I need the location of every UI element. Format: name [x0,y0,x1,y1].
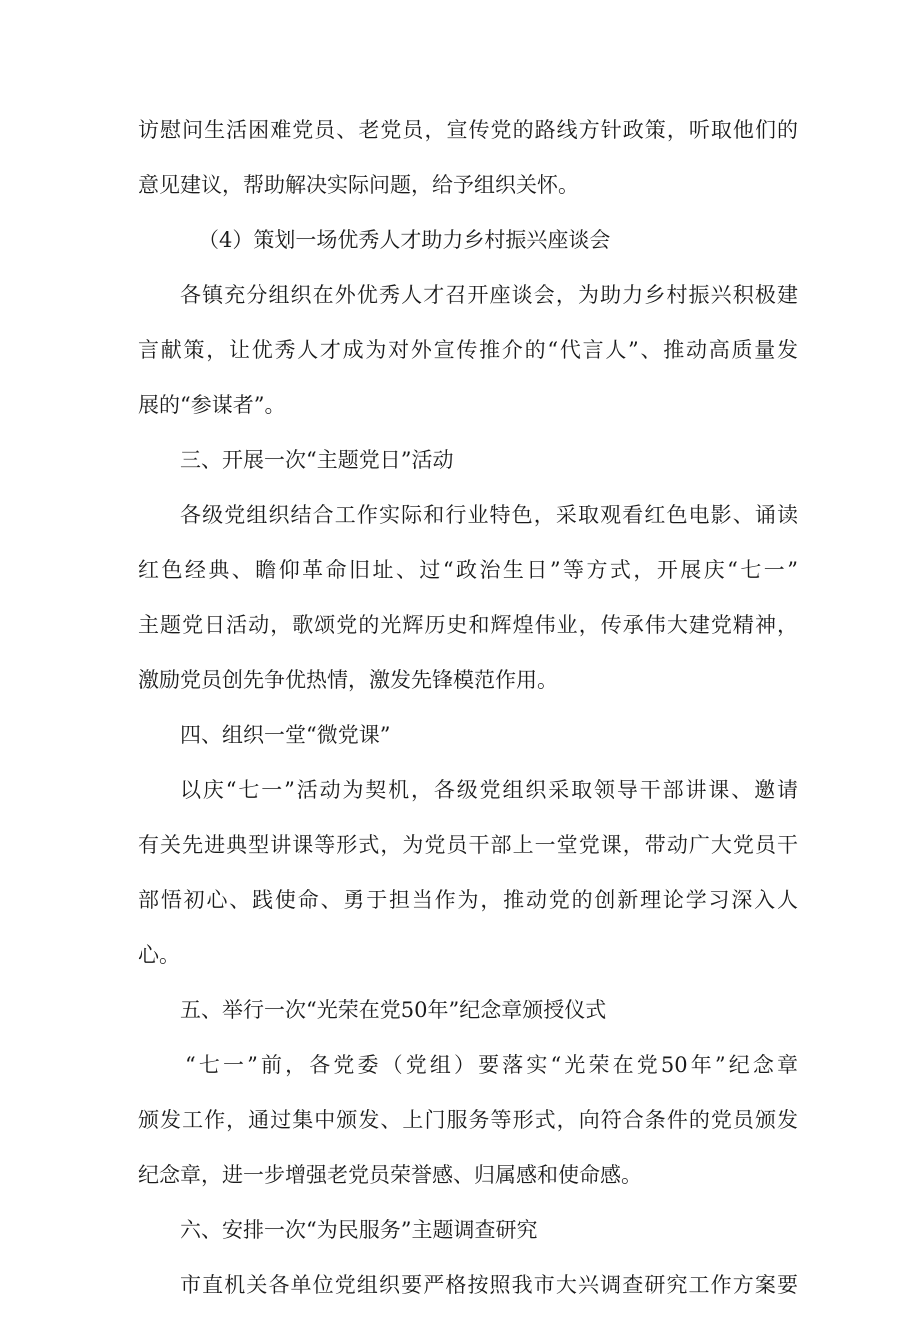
paragraph-line: 激励党员创先争优热情，激发先锋模范作用。 [138,668,558,692]
paragraph-line: 访慰问生活困难党员、老党员，宣传党的路线方针政策，听取他们的 [138,118,798,142]
paragraph-line: 意见建议，帮助解决实际问题，给予组织关怀。 [138,173,579,197]
paragraph-line: 心。 [138,943,180,967]
section-heading: 四、组织一堂“微党课” [180,723,391,747]
paragraph-line: 言献策，让优秀人才成为对外宣传推介的“代言人”、推动高质量发 [138,338,798,362]
subsection-heading: （4）策划一场优秀人才助力乡村振兴座谈会 [198,228,611,252]
section-heading: 三、开展一次“主题党日”活动 [180,448,454,472]
paragraph-line: 有关先进典型讲课等形式，为党员干部上一堂党课，带动广大党员干 [138,833,798,857]
paragraph-line: 各级党组织结合工作实际和行业特色，采取观看红色电影、诵读 [180,503,798,527]
paragraph-line: 展的“参谋者”。 [138,393,286,417]
paragraph-line: 各镇充分组织在外优秀人才召开座谈会，为助力乡村振兴积极建 [180,283,798,307]
section-heading: 五、举行一次“光荣在党50年”纪念章颁授仪式 [180,998,607,1022]
paragraph-line: “七一”前，各党委（党组）要落实“光荣在党50年”纪念章 [185,1053,798,1077]
paragraph-line: 纪念章，进一步增强老党员荣誉感、归属感和使命感。 [138,1163,642,1187]
document-page [138,113,798,1323]
paragraph-line: 红色经典、瞻仰革命旧址、过“政治生日”等方式，开展庆“七一” [138,558,798,582]
paragraph-line: 主题党日活动，歌颂党的光辉历史和辉煌伟业，传承伟大建党精神， [138,613,798,637]
paragraph-line: 市直机关各单位党组织要严格按照我市大兴调查研究工作方案要 [180,1273,798,1297]
paragraph-line: 以庆“七一”活动为契机，各级党组织采取领导干部讲课、邀请 [180,778,798,802]
paragraph-line: 颁发工作，通过集中颁发、上门服务等形式，向符合条件的党员颁发 [138,1108,798,1132]
paragraph-line: 部悟初心、践使命、勇于担当作为，推动党的创新理论学习深入人 [138,888,798,912]
section-heading: 六、安排一次“为民服务”主题调查研究 [180,1218,538,1242]
